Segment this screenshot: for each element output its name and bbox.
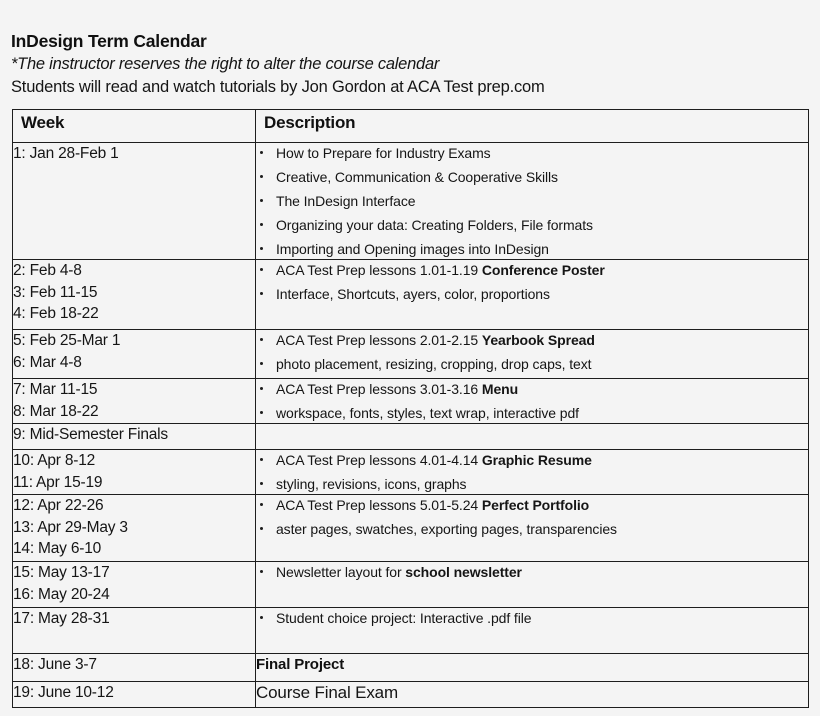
bullet-emphasis: Yearbook Spread xyxy=(481,332,595,348)
bullet-dot-icon xyxy=(260,199,263,202)
bullet-emphasis: Graphic Resume xyxy=(481,452,592,468)
table-row xyxy=(13,424,809,450)
description-bullet xyxy=(256,562,808,582)
description-bullet xyxy=(256,495,808,515)
table-row xyxy=(13,143,809,260)
description-bullet-list xyxy=(256,562,808,582)
week-line: 3: Feb 11-15 xyxy=(13,283,98,301)
document-note: Students will read and watch tutorials by Jon Gordon at ACA Test prep.com xyxy=(11,78,545,96)
table-row xyxy=(13,379,809,424)
column-header-description: Description xyxy=(256,110,809,143)
bullet-emphasis: school newsletter xyxy=(405,564,522,580)
table-body xyxy=(13,143,809,708)
term-calendar-table xyxy=(12,109,809,708)
description-bullet-list xyxy=(256,143,808,259)
bullet-text: Student choice project: Interactive .pdf file xyxy=(276,610,532,626)
week-line: 16: May 20-24 xyxy=(13,585,110,603)
week-line: 2: Feb 4-8 xyxy=(13,262,82,279)
description-cell xyxy=(256,450,809,495)
bullet-emphasis: Menu xyxy=(481,381,519,397)
bullet-text: aster pages, swatches, exporting pages, transparencies xyxy=(276,521,617,537)
description-bullet xyxy=(256,379,808,399)
bullet-text: ACA Test Prep lessons 4.01-4.14 xyxy=(276,452,482,468)
description-bullet-list xyxy=(256,450,808,494)
description-cell xyxy=(256,562,809,608)
description-bullet xyxy=(256,608,808,628)
description-bullet xyxy=(256,260,808,280)
bullet-text: Creative, Communication & Cooperative Skills xyxy=(276,169,558,185)
description-bullet xyxy=(256,474,808,494)
description-bullet xyxy=(256,330,808,350)
description-bullet xyxy=(256,354,808,374)
bullet-dot-icon xyxy=(260,362,263,365)
week-line: 13: Apr 29-May 3 xyxy=(13,518,128,536)
week-cell xyxy=(13,608,256,654)
description-bullet-list xyxy=(256,330,808,374)
bullet-text: Organizing your data: Creating Folders, File formats xyxy=(276,217,593,233)
description-bullet xyxy=(256,403,808,423)
bullet-dot-icon xyxy=(260,175,263,178)
week-line: 14: May 6-10 xyxy=(13,540,102,557)
description-bullet-list xyxy=(256,379,808,423)
week-line: 18: June 3-7 xyxy=(13,656,97,673)
bullet-text: photo placement, resizing, cropping, drop caps, text xyxy=(276,356,592,372)
bullet-dot-icon xyxy=(260,151,263,154)
week-line: 19: June 10-12 xyxy=(13,684,114,701)
week-line: 4: Feb 18-22 xyxy=(13,305,99,322)
page-title: InDesign Term Calendar xyxy=(11,31,207,51)
week-line: 11: Apr 15-19 xyxy=(13,473,103,491)
description-bullet xyxy=(256,519,808,539)
bullet-dot-icon xyxy=(260,338,263,341)
description-cell xyxy=(256,495,809,562)
description-bullet xyxy=(256,167,808,187)
week-line: 10: Apr 8-12 xyxy=(13,452,96,469)
bullet-emphasis: Perfect Portfolio xyxy=(481,497,590,513)
week-line: 12: Apr 22-26 xyxy=(13,497,104,514)
table-row xyxy=(13,495,809,562)
bullet-text: How to Prepare for Industry Exams xyxy=(276,145,491,161)
week-line: 15: May 13-17 xyxy=(13,564,110,581)
table-row xyxy=(13,562,809,608)
week-cell xyxy=(13,143,256,260)
week-cell xyxy=(13,260,256,330)
week-cell xyxy=(13,654,256,682)
description-bullet-list xyxy=(256,608,808,628)
bullet-dot-icon xyxy=(260,411,263,414)
bullet-text: Interface, Shortcuts, ayers, color, proportions xyxy=(276,286,550,302)
week-cell xyxy=(13,682,256,708)
bullet-dot-icon xyxy=(260,223,263,226)
description-cell xyxy=(256,330,809,379)
bullet-dot-icon xyxy=(260,527,263,530)
week-cell xyxy=(13,562,256,608)
description-bullet xyxy=(256,215,808,235)
bullet-dot-icon xyxy=(260,482,263,485)
bullet-dot-icon xyxy=(260,387,263,390)
table-header-row xyxy=(13,110,809,143)
bullet-dot-icon xyxy=(260,570,263,573)
bullet-text: ACA Test Prep lessons 2.01-2.15 xyxy=(276,332,482,348)
bullet-text: ACA Test Prep lessons 3.01-3.16 xyxy=(276,381,482,397)
table-header xyxy=(13,110,809,143)
description-cell xyxy=(256,424,809,450)
bullet-dot-icon xyxy=(260,292,263,295)
bullet-emphasis: Conference Poster xyxy=(481,262,605,278)
bullet-text: workspace, fonts, styles, text wrap, interactive pdf xyxy=(276,405,579,421)
document-heading xyxy=(11,30,811,99)
bullet-text: Importing and Opening images into InDesign xyxy=(276,241,549,257)
column-header-week: Week xyxy=(13,110,256,143)
table-row xyxy=(13,450,809,495)
description-bullet-list xyxy=(256,260,808,304)
description-bullet-list xyxy=(256,495,808,539)
bullet-text: ACA Test Prep lessons 5.01-5.24 xyxy=(276,497,482,513)
week-cell xyxy=(13,424,256,450)
table-row xyxy=(13,260,809,330)
description-cell: Final Project xyxy=(256,654,809,682)
description-bullet xyxy=(256,239,808,259)
description-bullet xyxy=(256,143,808,163)
bullet-dot-icon xyxy=(260,268,263,271)
description-bullet xyxy=(256,450,808,470)
bullet-dot-icon xyxy=(260,247,263,250)
description-cell: Course Final Exam xyxy=(256,682,809,708)
week-line: 5: Feb 25-Mar 1 xyxy=(13,332,121,349)
week-line: 1: Jan 28-Feb 1 xyxy=(13,145,119,162)
week-cell xyxy=(13,495,256,562)
week-line: 8: Mar 18-22 xyxy=(13,402,99,420)
bullet-text: The InDesign Interface xyxy=(276,193,416,209)
week-cell xyxy=(13,450,256,495)
bullet-text: Newsletter layout for xyxy=(276,564,406,580)
table-row xyxy=(13,330,809,379)
table-row xyxy=(13,654,809,682)
document-subtitle: *The instructor reserves the right to alter the course calendar xyxy=(11,55,440,73)
week-line: 6: Mar 4-8 xyxy=(13,353,82,371)
description-cell xyxy=(256,379,809,424)
description-bullet xyxy=(256,284,808,304)
week-line: 7: Mar 11-15 xyxy=(13,381,98,398)
table-row xyxy=(13,608,809,654)
week-line: 9: Mid-Semester Finals xyxy=(13,426,168,443)
description-cell xyxy=(256,608,809,654)
table-row xyxy=(13,682,809,708)
bullet-text: styling, revisions, icons, graphs xyxy=(276,476,467,492)
description-bullet xyxy=(256,191,808,211)
week-cell xyxy=(13,379,256,424)
week-line: 17: May 28-31 xyxy=(13,610,110,627)
bullet-dot-icon xyxy=(260,616,263,619)
bullet-dot-icon xyxy=(260,458,263,461)
bullet-dot-icon xyxy=(260,503,263,506)
description-cell xyxy=(256,143,809,260)
description-cell xyxy=(256,260,809,330)
bullet-text: ACA Test Prep lessons 1.01-1.19 xyxy=(276,262,482,278)
week-cell xyxy=(13,330,256,379)
